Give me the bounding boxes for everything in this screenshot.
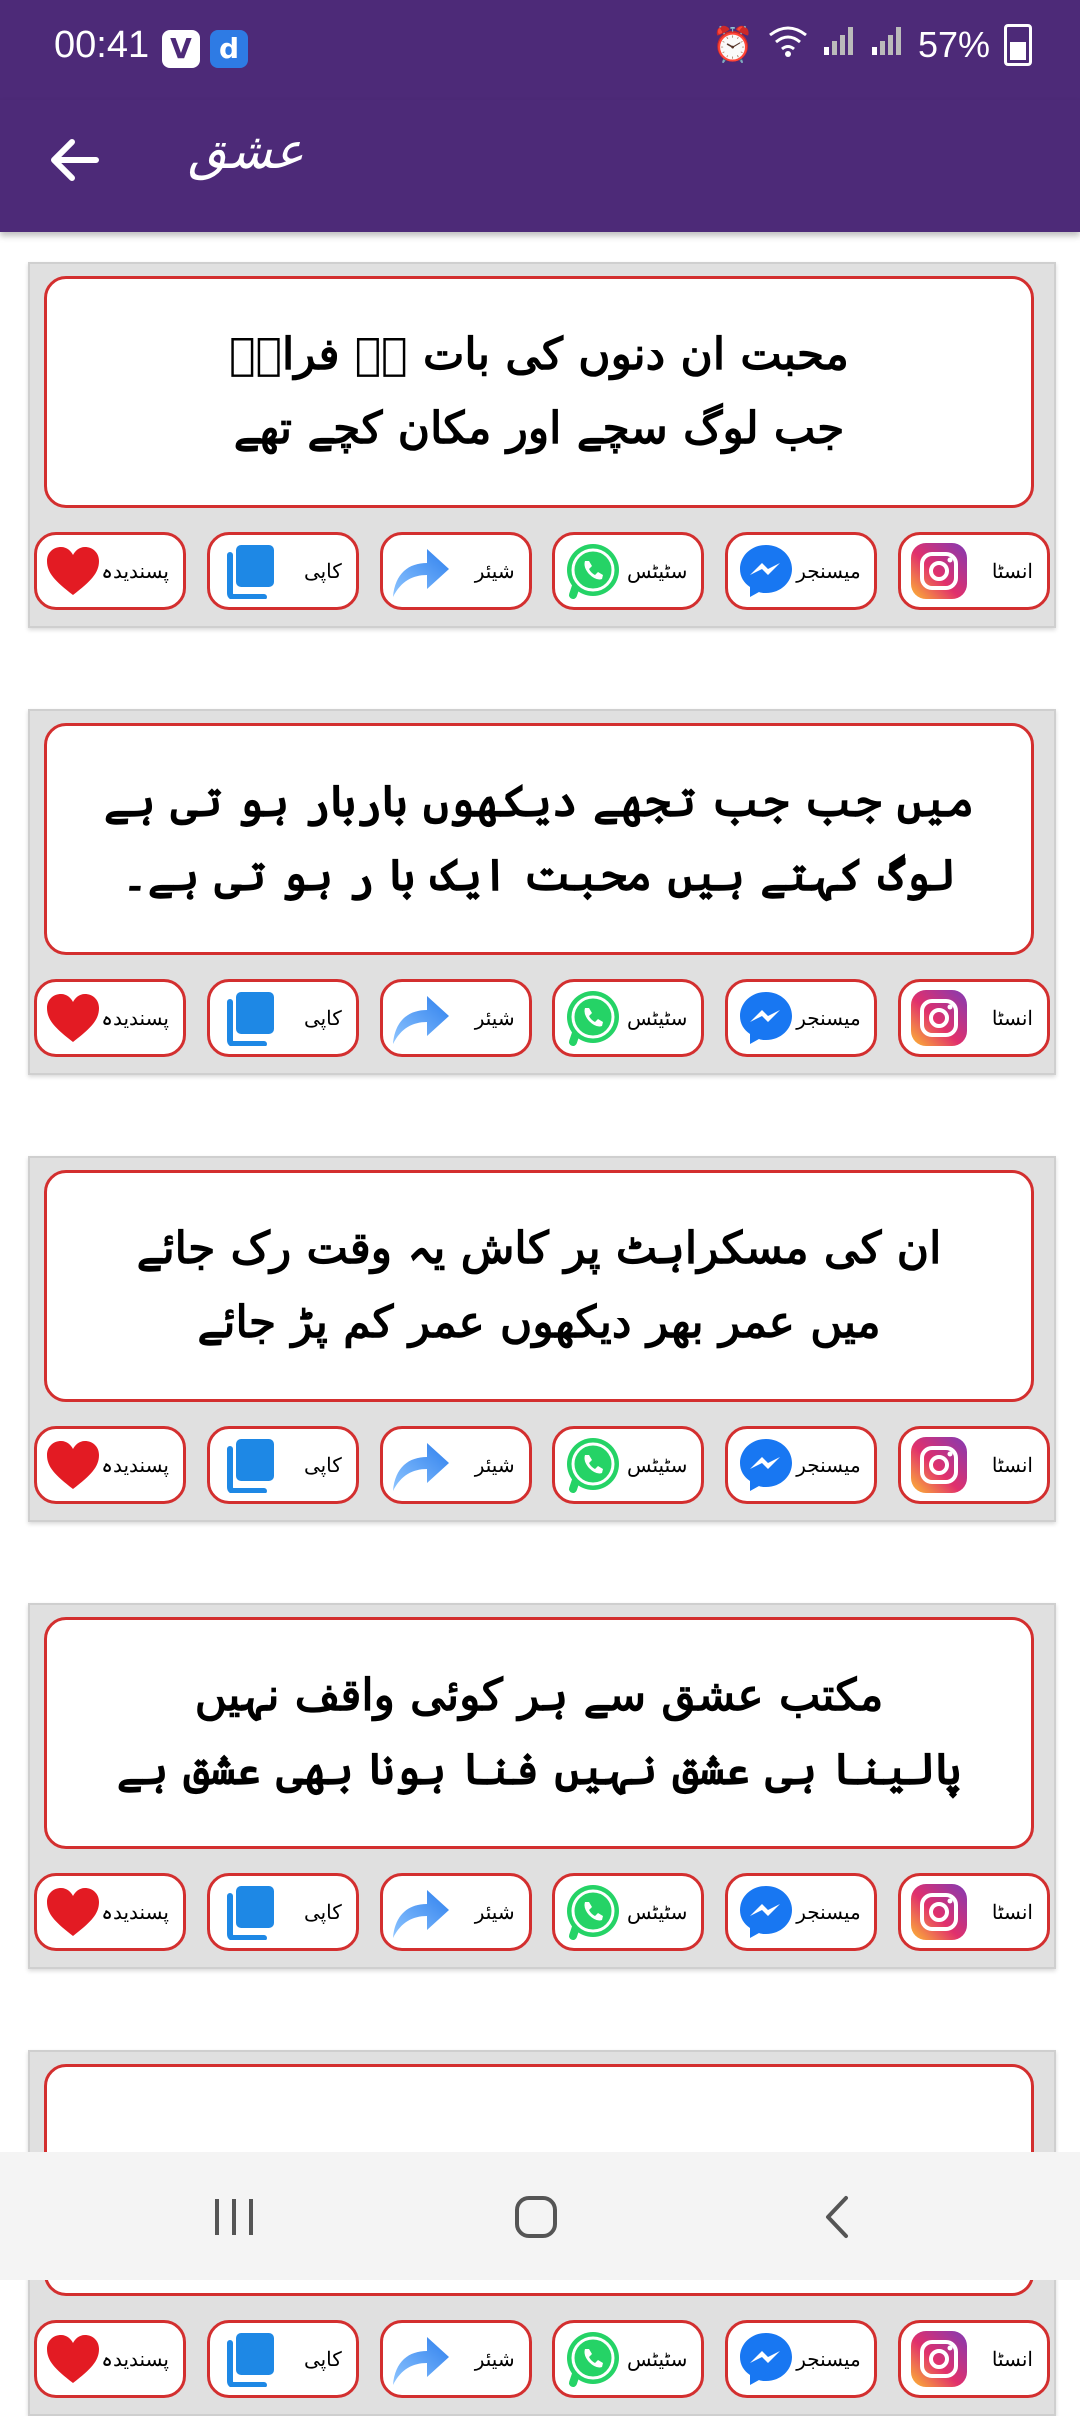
favorite-button[interactable] — [34, 1426, 186, 1504]
copy-label: کاپی — [303, 1453, 342, 1477]
quote-line: میں عمر بھر دیکھوں عمر کم پڑ جائے — [197, 1297, 881, 1348]
insta-button[interactable] — [898, 1426, 1050, 1504]
messenger-button[interactable] — [725, 532, 877, 610]
quote-text-box — [44, 1617, 1034, 1849]
heart-icon — [45, 988, 101, 1048]
heart-icon — [45, 2329, 101, 2389]
insta-label: انسٹا — [991, 2347, 1033, 2371]
copy-label: کاپی — [303, 1006, 342, 1030]
messenger-button[interactable] — [725, 1873, 877, 1951]
instagram-icon — [909, 2329, 969, 2389]
system-nav-bar — [0, 2152, 1080, 2280]
app-badge-d-icon: d — [210, 30, 248, 68]
insta-label: انسٹا — [991, 1900, 1033, 1924]
recents-button[interactable] — [194, 2182, 274, 2252]
messenger-label: میسنجر — [796, 559, 861, 583]
share-label: شیئر — [474, 2347, 515, 2371]
insta-label: انسٹا — [991, 1453, 1033, 1477]
signal-icon — [822, 25, 856, 66]
share-label: شیئر — [474, 1453, 515, 1477]
nav-back-button[interactable] — [798, 2182, 878, 2252]
instagram-icon — [909, 1882, 969, 1942]
recents-icon — [209, 2195, 259, 2239]
share-label: شیئر — [474, 1900, 515, 1924]
messenger-icon — [736, 2329, 796, 2389]
share-button[interactable] — [380, 1873, 532, 1951]
home-button[interactable] — [496, 2182, 576, 2252]
copy-icon — [218, 2329, 278, 2389]
status-indicators — [712, 24, 1032, 66]
action-row — [34, 532, 1050, 614]
messenger-label: میسنجر — [796, 1900, 861, 1924]
arrow-left-icon — [40, 124, 112, 196]
share-button[interactable] — [380, 2320, 532, 2398]
favorite-button[interactable] — [34, 2320, 186, 2398]
whatsapp-icon — [563, 988, 623, 1048]
back-button[interactable] — [40, 124, 112, 196]
messenger-button[interactable] — [725, 1426, 877, 1504]
favorite-button[interactable] — [34, 979, 186, 1057]
messenger-button[interactable] — [725, 2320, 877, 2398]
copy-label: کاپی — [303, 559, 342, 583]
page-title: عشق — [188, 122, 305, 180]
quote-card — [28, 1603, 1056, 1969]
quote-line: میں جب جب تجھے دیکھوں باربار ہو تی ہے — [103, 776, 975, 827]
quote-card — [28, 709, 1056, 1075]
whatsapp-icon — [563, 2329, 623, 2389]
favorite-label: پسندیدہ — [101, 1900, 169, 1924]
copy-button[interactable] — [207, 1873, 359, 1951]
copy-button[interactable] — [207, 532, 359, 610]
share-arrow-icon — [391, 1435, 451, 1495]
messenger-icon — [736, 1435, 796, 1495]
signal-2-icon — [870, 25, 904, 66]
quote-text-box — [44, 276, 1034, 508]
action-row — [34, 1873, 1050, 1955]
messenger-icon — [736, 541, 796, 601]
favorite-button[interactable] — [34, 1873, 186, 1951]
status-label: سٹیٹس — [627, 559, 688, 583]
heart-icon — [45, 541, 101, 601]
status-label: سٹیٹس — [627, 1006, 688, 1030]
messenger-button[interactable] — [725, 979, 877, 1057]
insta-label: انسٹا — [991, 559, 1033, 583]
messenger-label: میسنجر — [796, 2347, 861, 2371]
status-bar — [0, 0, 1080, 100]
status-label: سٹیٹس — [627, 1900, 688, 1924]
status-button[interactable] — [552, 532, 704, 610]
status-button[interactable] — [552, 1873, 704, 1951]
quote-card — [28, 1156, 1056, 1522]
back-icon — [818, 2192, 858, 2242]
copy-icon — [218, 1435, 278, 1495]
messenger-icon — [736, 988, 796, 1048]
share-button[interactable] — [380, 532, 532, 610]
quote-line: ان کی مسکراہٹ پر کاش یہ وقت رک جائے — [136, 1223, 942, 1274]
battery-icon — [1004, 24, 1032, 66]
copy-icon — [218, 541, 278, 601]
whatsapp-icon — [563, 1435, 623, 1495]
action-row — [34, 2320, 1050, 2402]
favorite-label: پسندیدہ — [101, 1453, 169, 1477]
action-row — [34, 979, 1050, 1061]
share-arrow-icon — [391, 988, 451, 1048]
insta-label: انسٹا — [991, 1006, 1033, 1030]
whatsapp-icon — [563, 541, 623, 601]
home-icon — [511, 2192, 561, 2242]
insta-button[interactable] — [898, 2320, 1050, 2398]
quote-line: لوگ کہتے ہیں محبت ایک با ر ہو تی ہے۔ — [122, 850, 956, 901]
favorite-label: پسندیدہ — [101, 559, 169, 583]
app-badge-v-icon: V — [162, 30, 200, 68]
copy-button[interactable] — [207, 2320, 359, 2398]
instagram-icon — [909, 541, 969, 601]
quote-line: جب لوگ سچے اور مکان کچے تھے — [233, 403, 845, 454]
quote-line: مکتب عشق سے ہر کوئی واقف نہیں — [194, 1670, 884, 1721]
instagram-icon — [909, 988, 969, 1048]
heart-icon — [45, 1435, 101, 1495]
copy-label: کاپی — [303, 1900, 342, 1924]
share-arrow-icon — [391, 2329, 451, 2389]
status-button[interactable] — [552, 1426, 704, 1504]
wifi-icon — [768, 25, 808, 66]
status-time: 00:41 — [54, 24, 150, 66]
quote-card — [28, 262, 1056, 628]
copy-icon — [218, 988, 278, 1048]
insta-button[interactable] — [898, 1873, 1050, 1951]
alarm-icon: ⏰ — [711, 26, 754, 64]
quote-line: محبت ان دنوں کی بات ہے فرازؔ — [229, 329, 849, 380]
status-button[interactable] — [552, 2320, 704, 2398]
status-label: سٹیٹس — [627, 1453, 688, 1477]
share-label: شیئر — [474, 1006, 515, 1030]
share-button[interactable] — [380, 979, 532, 1057]
favorite-button[interactable] — [34, 532, 186, 610]
heart-icon — [45, 1882, 101, 1942]
copy-icon — [218, 1882, 278, 1942]
quote-text-box — [44, 1170, 1034, 1402]
messenger-icon — [736, 1882, 796, 1942]
share-label: شیئر — [474, 559, 515, 583]
messenger-label: میسنجر — [796, 1006, 861, 1030]
share-button[interactable] — [380, 1426, 532, 1504]
favorite-label: پسندیدہ — [101, 2347, 169, 2371]
insta-button[interactable] — [898, 532, 1050, 610]
quote-line: پالینا ہی عشق نہیں فنا ہونا بھی عشق ہے — [116, 1744, 962, 1795]
app-bar — [0, 100, 1080, 232]
action-row — [34, 1426, 1050, 1508]
copy-button[interactable] — [207, 979, 359, 1057]
favorite-label: پسندیدہ — [101, 1006, 169, 1030]
status-button[interactable] — [552, 979, 704, 1057]
share-arrow-icon — [391, 1882, 451, 1942]
whatsapp-icon — [563, 1882, 623, 1942]
insta-button[interactable] — [898, 979, 1050, 1057]
quote-text-box — [44, 723, 1034, 955]
status-label: سٹیٹس — [627, 2347, 688, 2371]
share-arrow-icon — [391, 541, 451, 601]
messenger-label: میسنجر — [796, 1453, 861, 1477]
battery-percent: 57% — [917, 24, 990, 65]
instagram-icon — [909, 1435, 969, 1495]
copy-label: کاپی — [303, 2347, 342, 2371]
copy-button[interactable] — [207, 1426, 359, 1504]
